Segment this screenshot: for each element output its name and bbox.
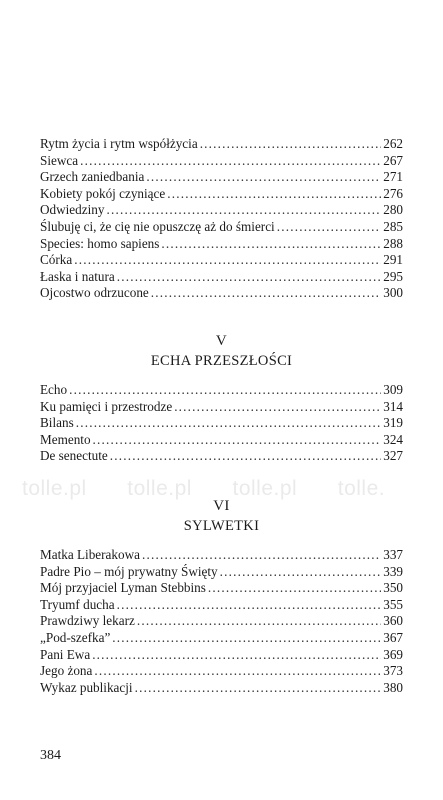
dot-leader	[93, 432, 382, 449]
toc-entry-title: Łaska i natura	[40, 268, 115, 284]
toc-entry-title: Córka	[40, 252, 73, 268]
section-title: SYLWETKI	[183, 518, 260, 534]
dot-leader	[135, 680, 382, 697]
toc-entry	[40, 285, 403, 302]
section-roman-numeral: VI	[213, 498, 230, 514]
toc-entry-title: Memento	[40, 431, 91, 447]
toc-section-vi	[40, 547, 403, 696]
toc-entry	[40, 663, 403, 680]
toc-entry-page-number: 360	[383, 613, 403, 629]
toc-entry	[40, 580, 403, 597]
toc-entry-title: Mój przyjaciel Lyman Stebbins	[40, 580, 206, 596]
toc-entry	[40, 252, 403, 269]
toc-entry-title: Kobiety pokój czyniące	[40, 185, 166, 201]
toc-entry-page-number: 267	[383, 152, 403, 168]
watermark-text: tolle.pl	[232, 477, 298, 500]
dot-leader	[167, 186, 381, 203]
toc-entry	[40, 630, 403, 647]
section-heading-v	[0, 333, 443, 370]
toc-entry	[40, 564, 403, 581]
toc-entry-title: Odwiedziny	[40, 202, 105, 218]
toc-entry-page-number: 367	[383, 629, 403, 645]
watermark-text: tolle.pl	[22, 477, 87, 500]
toc-entry-title: Padre Pio – mój prywatny Święty	[40, 563, 218, 579]
toc-entry-page-number: 309	[383, 382, 403, 397]
toc-entry-page-number: 324	[383, 431, 403, 447]
dot-leader	[200, 136, 382, 153]
toc-entry-title: Jego żona	[40, 663, 93, 679]
toc-entry	[40, 613, 403, 630]
toc-entry	[40, 415, 403, 432]
section-heading-vi	[0, 498, 443, 535]
toc-entry-page-number: 319	[383, 415, 403, 431]
dot-leader	[220, 564, 382, 581]
toc-entry-page-number: 276	[383, 185, 403, 201]
dot-leader	[76, 415, 382, 432]
toc-entry	[40, 432, 403, 449]
toc-entry-page-number: 369	[383, 646, 403, 662]
toc-entry-page-number: 314	[383, 398, 403, 414]
dot-leader	[117, 269, 382, 286]
toc-entry	[40, 186, 403, 203]
dot-leader	[110, 448, 381, 465]
toc-entry	[40, 202, 403, 219]
toc-entry-page-number: 291	[383, 252, 403, 268]
toc-entry	[40, 236, 403, 253]
watermark-text: tolle.	[337, 477, 386, 500]
dot-leader	[142, 547, 381, 564]
toc-entry	[40, 597, 403, 614]
toc-entry-page-number: 271	[383, 169, 403, 185]
toc-entry	[40, 219, 403, 236]
toc-entry	[40, 269, 403, 286]
toc-entry-title: Rytm życia i rytm współżycia	[40, 136, 198, 151]
dot-leader	[277, 219, 382, 236]
toc-entry	[40, 382, 403, 399]
toc-entry-title: Species: homo sapiens	[40, 235, 160, 251]
toc-entry-title: Echo	[40, 382, 68, 397]
toc-entry	[40, 399, 403, 416]
dot-leader	[208, 580, 381, 597]
toc-entry	[40, 169, 403, 186]
dot-leader	[69, 382, 381, 399]
toc-entry-page-number: 337	[383, 547, 403, 562]
section-title: ECHA PRZESZŁOŚCI	[150, 353, 293, 369]
toc-entry-title: Matka Liberakowa	[40, 547, 140, 562]
toc-entry-page-number: 355	[383, 596, 403, 612]
dot-leader	[92, 647, 381, 664]
dot-leader	[174, 399, 381, 416]
dot-leader	[146, 169, 381, 186]
toc-entry-title: Bilans	[40, 415, 74, 431]
toc-entry	[40, 136, 403, 153]
toc-entry-title: Ojcostwo odrzucone	[40, 285, 149, 301]
toc-section-iv	[40, 136, 403, 302]
dot-leader	[137, 613, 381, 630]
toc-entry-title: Wykaz publikacji	[40, 679, 133, 695]
dot-leader	[80, 153, 381, 170]
toc-entry-page-number: 295	[383, 268, 403, 284]
toc-entry-title: Ślubuję ci, że cię nie opuszczę aż do śmierci	[40, 218, 275, 234]
dot-leader	[94, 663, 381, 680]
toc-entry-page-number: 285	[383, 218, 403, 234]
toc-entry-page-number: 300	[383, 285, 403, 301]
toc-entry	[40, 448, 403, 465]
dot-leader	[161, 236, 381, 253]
dot-leader	[74, 252, 381, 269]
toc-entry-page-number: 373	[383, 663, 403, 679]
toc-entry-title: Siewca	[40, 152, 79, 168]
toc-entry-title: Ku pamięci i przestrodze	[40, 398, 173, 414]
toc-entry-page-number: 288	[383, 235, 403, 251]
toc-entry-page-number: 280	[383, 202, 403, 218]
page-number: 384	[40, 748, 61, 763]
toc-entry-page-number: 339	[383, 563, 403, 579]
toc-entry-page-number: 350	[383, 580, 403, 596]
toc-entry	[40, 647, 403, 664]
dot-leader	[106, 202, 381, 219]
dot-leader	[151, 285, 381, 302]
toc-entry-title: Prawdziwy lekarz	[40, 613, 135, 629]
toc-entry-title: „Pod-szefka”	[40, 629, 111, 645]
toc-entry	[40, 547, 403, 564]
toc-entry-title: De senectute	[40, 448, 108, 464]
toc-entry-title: Tryumf ducha	[40, 596, 115, 612]
dot-leader	[117, 597, 382, 614]
toc-entry-page-number: 262	[383, 136, 403, 151]
section-roman-numeral: V	[215, 333, 228, 349]
toc-entry	[40, 680, 403, 697]
watermark-text: tolle.pl	[127, 477, 192, 500]
toc-entry-title: Pani Ewa	[40, 646, 91, 662]
toc-entry-page-number: 327	[383, 448, 403, 464]
toc-section-v	[40, 382, 403, 465]
toc-entry-page-number: 380	[383, 679, 403, 695]
dot-leader	[112, 630, 381, 647]
toc-entry-title: Grzech zaniedbania	[40, 169, 145, 185]
toc-entry	[40, 153, 403, 170]
